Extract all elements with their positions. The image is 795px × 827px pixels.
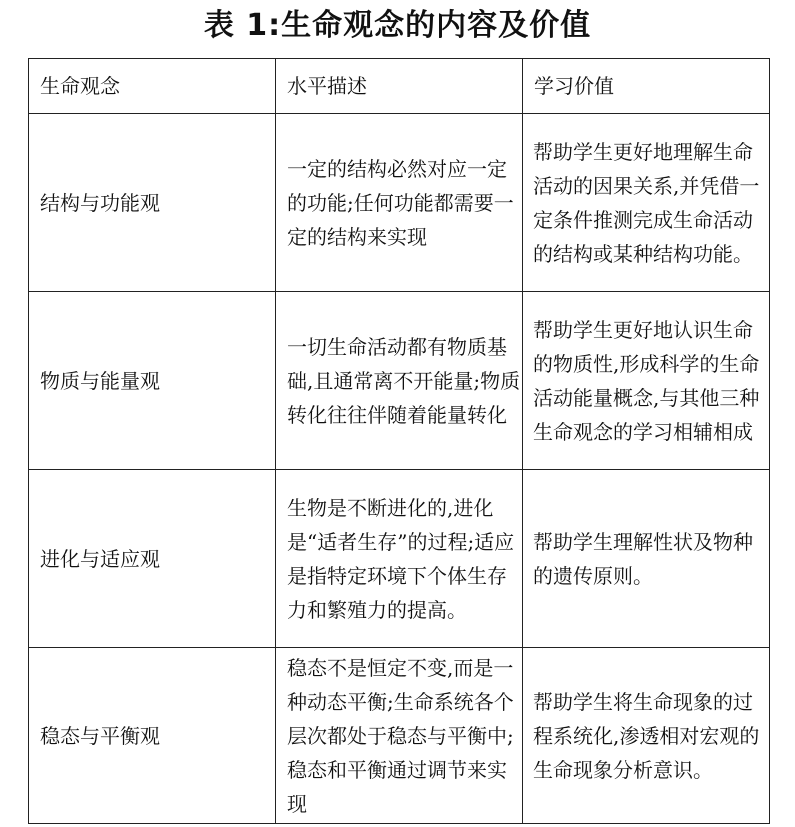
header-learning-value: 学习价值 bbox=[523, 59, 770, 114]
life-concepts-table bbox=[28, 58, 770, 824]
concept-cell: 进化与适应观 bbox=[29, 470, 276, 648]
description-cell: 一切生命活动都有物质基础,且通常离不开能量;物质转化往往伴随着能量转化 bbox=[276, 292, 523, 470]
table-row bbox=[29, 114, 770, 292]
description-cell: 稳态不是恒定不变,而是一种动态平衡;生命系统各个层次都处于稳态与平衡中;稳态和平衡通过调节来实现 bbox=[276, 648, 523, 824]
value-cell: 帮助学生更好地理解生命活动的因果关系,并凭借一定条件推测完成生命活动的结构或某种结构功能。 bbox=[523, 114, 770, 292]
table-title: 表 1:生命观念的内容及价值 bbox=[203, 8, 592, 43]
header-concept: 生命观念 bbox=[29, 59, 276, 114]
concept-cell: 结构与功能观 bbox=[29, 114, 276, 292]
description-cell: 生物是不断进化的,进化是“适者生存”的过程;适应是指特定环境下个体生存力和繁殖力的提高。 bbox=[276, 470, 523, 648]
value-cell: 帮助学生更好地认识生命的物质性,形成科学的生命活动能量概念,与其他三种生命观念的学习相辅相成 bbox=[523, 292, 770, 470]
table-header-row bbox=[29, 59, 770, 114]
table-row bbox=[29, 292, 770, 470]
concept-cell: 稳态与平衡观 bbox=[29, 648, 276, 824]
value-cell: 帮助学生理解性状及物种的遗传原则。 bbox=[523, 470, 770, 648]
concept-cell: 物质与能量观 bbox=[29, 292, 276, 470]
header-description: 水平描述 bbox=[276, 59, 523, 114]
table-row bbox=[29, 470, 770, 648]
table-row bbox=[29, 648, 770, 824]
value-cell: 帮助学生将生命现象的过程系统化,渗透相对宏观的生命现象分析意识。 bbox=[523, 648, 770, 824]
description-cell: 一定的结构必然对应一定的功能;任何功能都需要一定的结构来实现 bbox=[276, 114, 523, 292]
